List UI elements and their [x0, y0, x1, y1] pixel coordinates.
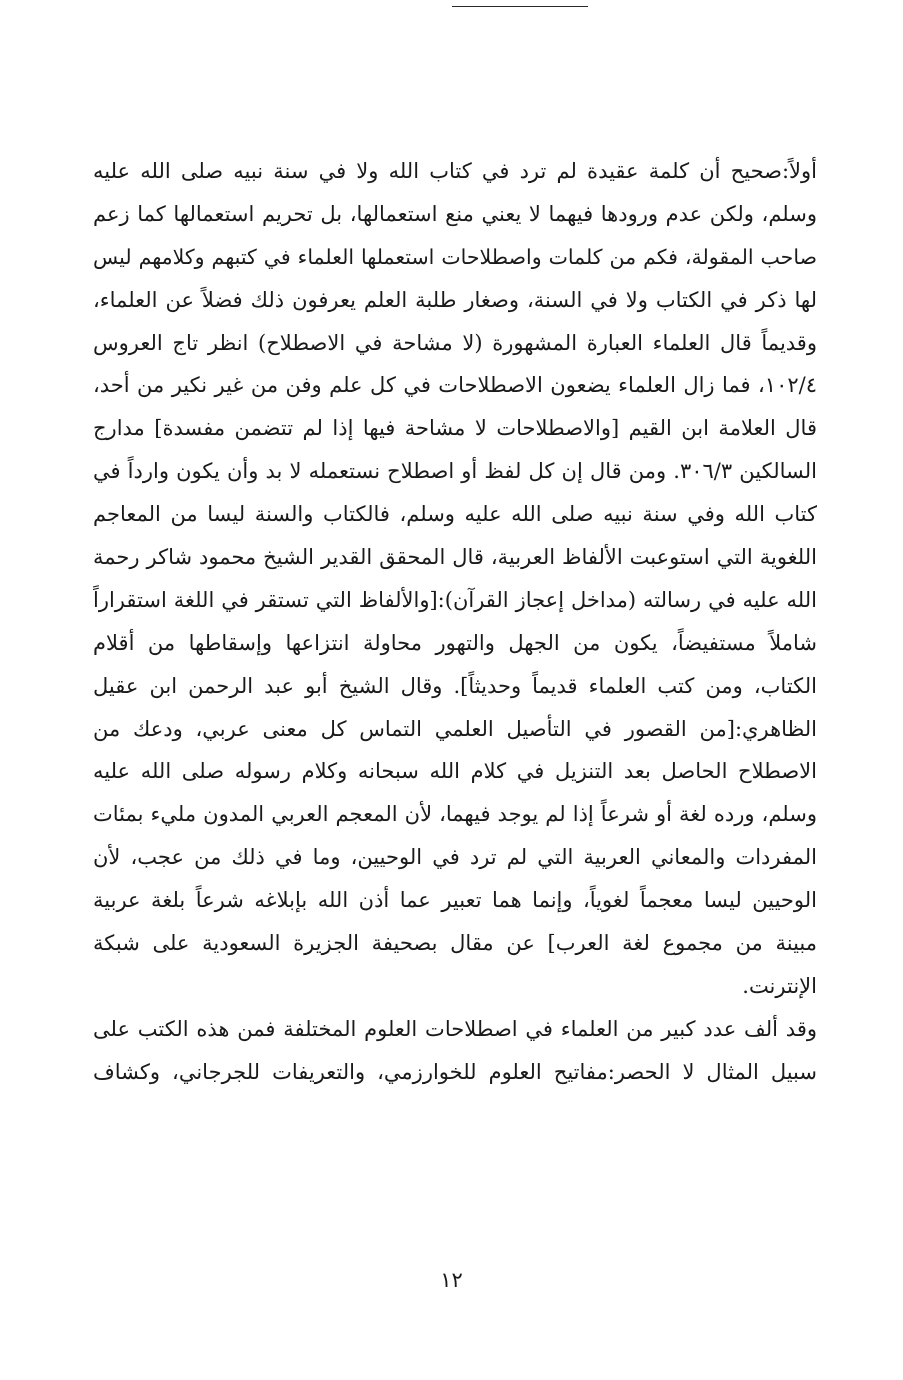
text-line: وقديماً قال العلماء العبارة المشهورة (لا مشاحة في الاصطلاح) انظر تاج العروس [93, 330, 817, 355]
text-line: الاصطلاح الحاصل بعد التنزيل في كلام الله سبحانه وكلام رسوله صلى الله عليه [93, 759, 817, 784]
text-line: وسلم، ورده لغة أو شرعاً إذا لم يوجد فيهما، لأن المعجم العربي المدون مليء بمئات [93, 802, 817, 827]
text-line: صاحب المقولة، فكم من كلمات واصطلاحات استعملها العلماء في كتبهم وكلامهم ليس [93, 244, 817, 269]
text-line: مبينة من مجموع لغة العرب] عن مقال بصحيفة الجزيرة السعودية على شبكة [93, 931, 817, 956]
text-line: أولاً:صحيح أن كلمة عقيدة لم ترد في كتاب الله ولا في سنة نبيه صلى الله عليه [93, 159, 817, 183]
text-line: الوحيين ليسا معجماً لغوياً، وإنما هما تعبير عما أذن الله بإبلاغه شرعاً بلغة عربية [93, 888, 817, 913]
paragraph-1 [93, 150, 817, 1008]
text-line: الله عليه في رسالته (مداخل إعجاز القرآن):[والألفاظ التي تستقر في اللغة استقراراً [93, 587, 817, 612]
page-body [93, 150, 817, 1094]
top-rule [452, 6, 588, 7]
paragraph-2 [93, 1008, 817, 1094]
text-line: كتاب الله وفي سنة نبيه صلى الله عليه وسلم، فالكتاب والسنة ليسا من المعاجم [93, 502, 817, 527]
page-number: ١٢ [440, 1268, 463, 1292]
text-line: قال العلامة ابن القيم [والاصطلاحات لا مشاحة فيها إذا لم تتضمن مفسدة] مدارج [93, 416, 817, 441]
text-line: السالكين ٣٠٦/٣. ومن قال إن كل لفظ أو اصطلاح نستعمله لا بد وأن يكون وارداً في [93, 459, 817, 484]
text-line: الكتاب، ومن كتب العلماء قديماً وحديثاً]. وقال الشيخ أبو عبد الرحمن ابن عقيل [93, 673, 817, 698]
text-line: ١٠٢/٤، فما زال العلماء يضعون الاصطلاحات في كل علم وفن من غير نكير من أحد، [93, 373, 817, 398]
text-line: شاملاً مستفيضاً، يكون من الجهل والتهور محاولة انتزاعها وإسقاطها من أقلام [93, 630, 817, 655]
text-line: سبيل المثال لا الحصر:مفاتيح العلوم للخوارزمي، والتعريفات للجرجاني، وكشاف [93, 1059, 817, 1084]
text-line: وسلم، ولكن عدم ورودها فيهما لا يعني منع استعمالها، بل تحريم استعمالها كما زعم [93, 201, 817, 226]
text-line: وقد ألف عدد كبير من العلماء في اصطلاحات العلوم المختلفة فمن هذه الكتب على [93, 1016, 817, 1041]
text-line: الظاهري:[من القصور في التأصيل العلمي التماس كل معنى عربي، ودعك من [93, 716, 817, 741]
text-line: الإنترنت. [742, 973, 817, 998]
text-line: لها ذكر في الكتاب ولا في السنة، وصغار طلبة العلم يعرفون ذلك فضلاً عن العلماء، [93, 287, 817, 312]
text-line: اللغوية التي استوعبت الألفاظ العربية، قال المحقق القدير الشيخ محمود شاكر رحمة [93, 545, 817, 570]
text-line: المفردات والمعاني العربية التي لم ترد في الوحيين، وما في ذلك من عجب، لأن [93, 845, 817, 870]
